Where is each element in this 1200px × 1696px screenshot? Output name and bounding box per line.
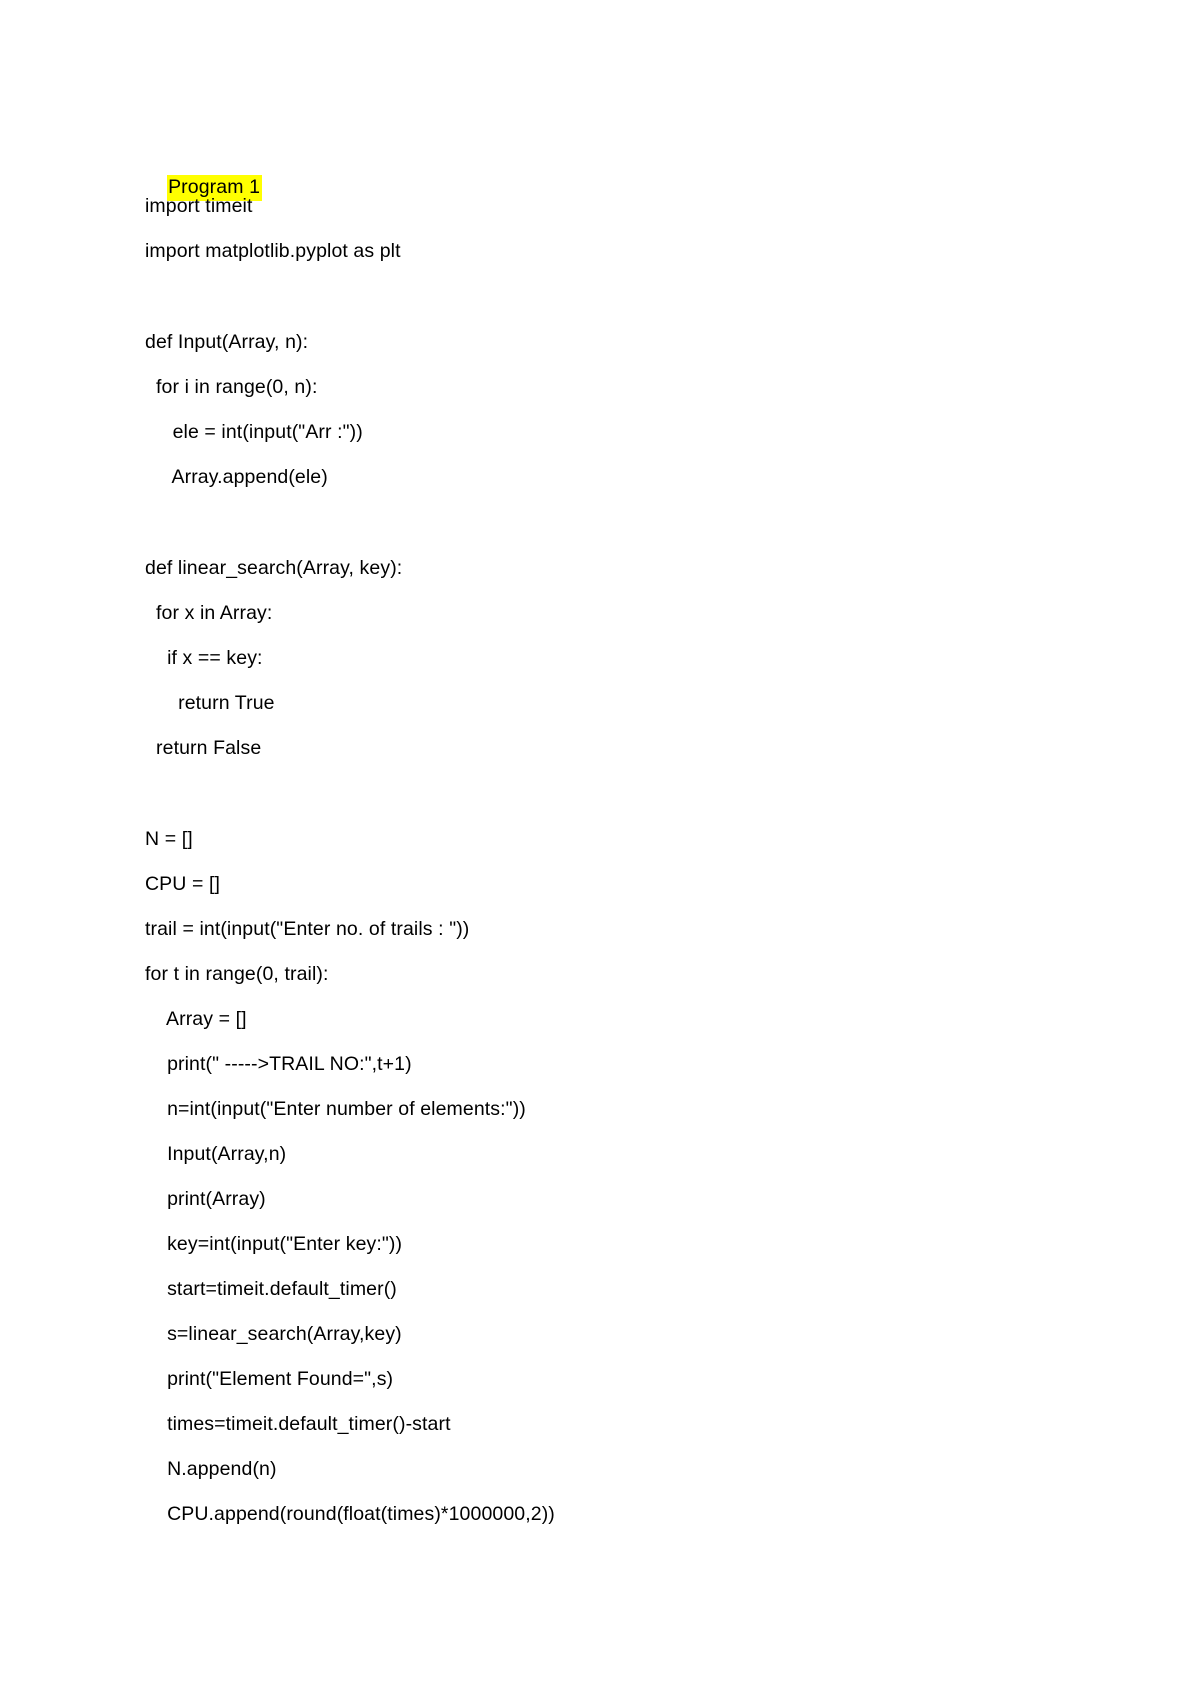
code-line: return False (145, 737, 262, 759)
code-line: def Input(Array, n): (145, 331, 309, 353)
code-line: trail = int(input("Enter no. of trails : ")) (145, 918, 470, 940)
code-line: import timeit (145, 195, 253, 217)
code-line: Array = [] (145, 1008, 247, 1030)
code-line: N.append(n) (145, 1458, 277, 1480)
code-line: Array.append(ele) (145, 466, 328, 488)
code-line: print(" ----->TRAIL NO:",t+1) (145, 1053, 412, 1075)
code-line: if x == key: (145, 647, 263, 669)
code-line: start=timeit.default_timer() (145, 1278, 397, 1300)
code-line: times=timeit.default_timer()-start (145, 1413, 451, 1435)
code-line: CPU.append(round(float(times)*1000000,2)) (145, 1503, 555, 1525)
code-line: N = [] (145, 828, 193, 850)
code-line: import matplotlib.pyplot as plt (145, 240, 401, 262)
code-line: s=linear_search(Array,key) (145, 1323, 402, 1345)
code-line: for i in range(0, n): (145, 376, 318, 398)
code-line: Input(Array,n) (145, 1143, 287, 1165)
code-line: for t in range(0, trail): (145, 963, 329, 985)
code-line: print("Element Found=",s) (145, 1368, 394, 1390)
code-line: for x in Array: (145, 602, 273, 624)
code-line: CPU = [] (145, 873, 221, 895)
heading-highlight: Program 1 (167, 175, 262, 201)
code-line: ele = int(input("Arr :")) (145, 421, 363, 443)
code-line: n=int(input("Enter number of elements:")) (145, 1098, 526, 1120)
code-line: key=int(input("Enter key:")) (145, 1233, 403, 1255)
code-line: return True (145, 692, 275, 714)
code-line: print(Array) (145, 1188, 266, 1210)
code-line: def linear_search(Array, key): (145, 557, 403, 579)
